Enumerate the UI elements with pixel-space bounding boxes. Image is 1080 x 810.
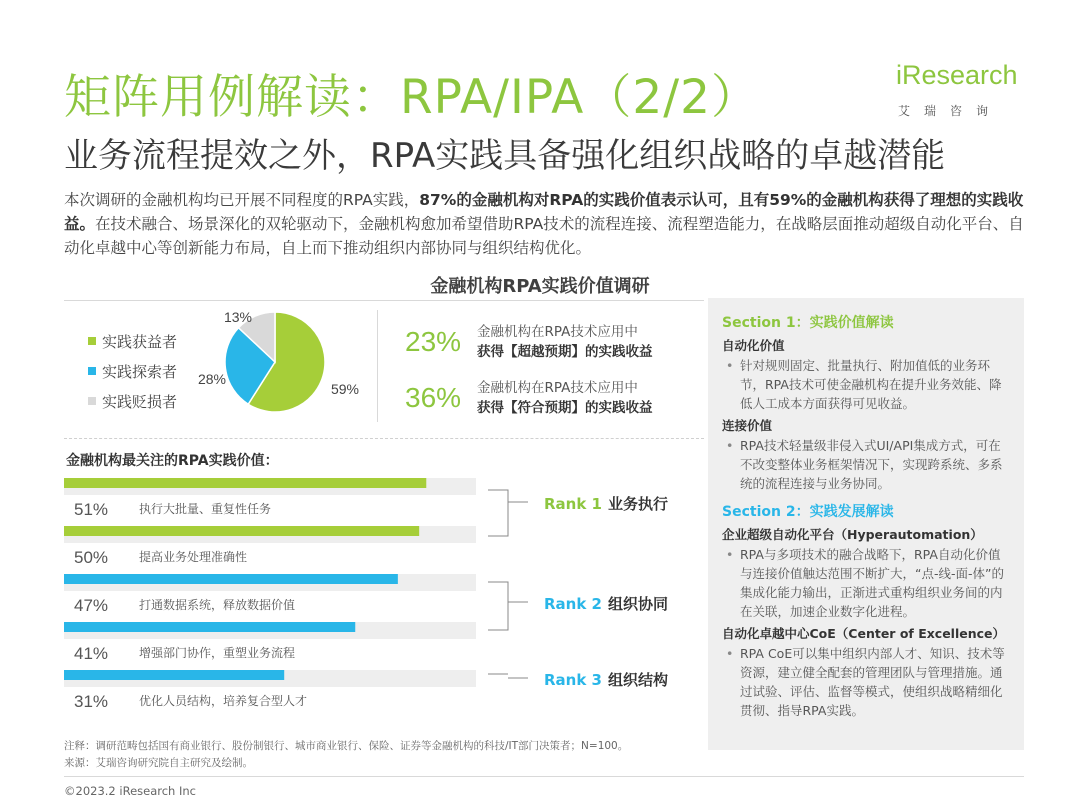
stat-exceed xyxy=(405,322,653,362)
bar-value-label: 41% xyxy=(74,644,109,663)
copyright: ©2023.2 iResearch Inc xyxy=(64,784,196,798)
stat-line1: 金融机构在RPA技术应用中 xyxy=(477,324,638,340)
page-subtitle: 业务流程提效之外，RPA实践具备强化组织战略的卓越潜能 xyxy=(64,136,946,176)
bar-category-label: 增强部门协作，重塑业务流程 xyxy=(139,646,296,660)
rank-bracket xyxy=(488,490,528,536)
bar xyxy=(64,622,355,632)
bar xyxy=(64,670,284,680)
bar xyxy=(64,478,426,488)
logo-text: iResearch xyxy=(896,60,1018,90)
stat-number: 36% xyxy=(405,382,462,413)
pie-legend xyxy=(88,326,177,416)
iresearch-logo xyxy=(896,60,1026,122)
intro-part1: 本次调研的金融机构均已开展不同程度的RPA实践， xyxy=(64,191,420,209)
section1-sub2: 连接价值 xyxy=(722,418,773,433)
stat-line2: 获得【符合预期】的实践收益 xyxy=(477,400,653,416)
bar-category-label: 提高业务处理准确性 xyxy=(139,550,248,564)
section2-item2: • RPA CoE可以集中组织内部人才、知识、技术等资源，建立健全配套的管理团队与管理措施。通过试验、评估、监督等模式，使组织战略精细化贯彻、指导RPA实践。 xyxy=(722,644,1012,720)
stat-meet xyxy=(405,378,653,418)
section1-sub1: 自动化价值 xyxy=(722,338,785,353)
section1-title: Section 1：实践价值解读 xyxy=(722,315,894,331)
pie-chart xyxy=(190,308,370,420)
logo-subtext: 艾瑞咨询 xyxy=(898,104,1003,118)
bar-category-label: 打通数据系统，释放数据价值 xyxy=(139,598,296,612)
legend-item xyxy=(88,326,177,356)
rank-bracket xyxy=(488,582,528,630)
stat-line2: 获得【超越预期】的实践收益 xyxy=(477,344,653,360)
section1-item2: • RPA技术轻量级非侵入式UI/API集成方式，可在不改变整体业务框架情况下，实现跨系统、多系统的流程连接与业务协同。 xyxy=(722,436,1012,493)
rank-bracket xyxy=(488,674,528,678)
bar-chart-title: 金融机构最关注的RPA实践价值： xyxy=(66,453,279,469)
bar-value-label: 51% xyxy=(74,500,109,519)
intro-bold: 87%的金融机构对RPA的实践价值表示认可，且有59%的金融机构获得了理想的实践收益。 xyxy=(64,191,1024,233)
bar xyxy=(64,574,398,584)
footer-line xyxy=(64,776,1024,777)
rank-number: Rank 3 xyxy=(544,671,602,689)
horizontal-divider xyxy=(64,438,704,439)
rank-label-3 xyxy=(544,669,668,690)
rank-name: 组织协同 xyxy=(608,595,669,613)
rank-name: 业务执行 xyxy=(608,495,669,513)
section1-item1: • 针对规则固定、批量执行、附加值低的业务环节，RPA技术可使金融机构在提升业务效能、降低人工成本方面获得可见收益。 xyxy=(722,356,1012,413)
pie-value-label: 59% xyxy=(330,381,360,397)
legend-item xyxy=(88,386,177,416)
rank-number: Rank 1 xyxy=(544,495,602,513)
pie-value-label: 13% xyxy=(223,309,253,325)
rank-number: Rank 2 xyxy=(544,595,602,613)
stat-text xyxy=(477,322,653,362)
bar-category-label: 执行大批量、重复性任务 xyxy=(139,502,272,516)
bar-value-label: 47% xyxy=(74,596,109,615)
stat-number: 23% xyxy=(405,326,462,357)
bar xyxy=(64,526,419,536)
legend-label: 实践获益者 xyxy=(102,332,178,351)
rank-label-2 xyxy=(544,593,668,614)
section2-item1: • RPA与多项技术的融合战略下，RPA自动化价值与连接价值触达范围不断扩大，“点-线-面-体”的集成化能力输出，正渐进式重构组织业务间的内在关联，加速企业数字化进程。 xyxy=(722,545,1012,621)
footnote-note: 注释：调研范畴包括国有商业银行、股份制银行、城市商业银行、保险、证券等金融机构的科技/IT部门决策者；N=100。 xyxy=(64,740,629,752)
intro-part2: 在技术融合、场景深化的双轮驱动下，金融机构愈加希望借助RPA技术的流程连接、流程塑造能力，在战略层面推动超级自动化平台、自动化卓越中心等创新能力布局，自上而下推动组织内部协同与组织结构优化。 xyxy=(64,215,1024,257)
vertical-divider xyxy=(377,310,378,422)
legend-swatch-blue xyxy=(88,367,96,375)
section-top-line xyxy=(64,300,704,301)
bar-category-label: 优化人员结构，培养复合型人才 xyxy=(139,694,308,708)
intro-paragraph xyxy=(64,188,1032,260)
rank-label-1 xyxy=(544,493,668,514)
rank-name: 组织结构 xyxy=(608,671,669,689)
legend-label: 实践探索者 xyxy=(102,362,178,381)
stat-text xyxy=(477,378,653,418)
bar-value-label: 31% xyxy=(74,692,109,711)
section2-sub1: 企业超级自动化平台（Hyperautomation） xyxy=(722,527,983,542)
pie-value-label: 28% xyxy=(197,371,227,387)
legend-swatch-green xyxy=(88,337,96,345)
legend-swatch-gray xyxy=(88,397,96,405)
legend-item xyxy=(88,356,177,386)
survey-title: 金融机构RPA实践价值调研 xyxy=(430,276,650,297)
section2-title: Section 2：实践发展解读 xyxy=(722,504,894,520)
stat-line1: 金融机构在RPA技术应用中 xyxy=(477,380,638,396)
interpretation-panel xyxy=(708,298,1024,750)
section2-sub2: 自动化卓越中心CoE（Center of Excellence） xyxy=(722,626,1006,641)
footnote-source: 来源：艾瑞咨询研究院自主研究及绘制。 xyxy=(64,757,253,769)
legend-label: 实践贬损者 xyxy=(102,392,178,411)
bar-value-label: 50% xyxy=(74,548,109,567)
page-title: 矩阵用例解读：RPA/IPA（2/2） xyxy=(64,70,759,125)
footnote xyxy=(64,738,704,772)
